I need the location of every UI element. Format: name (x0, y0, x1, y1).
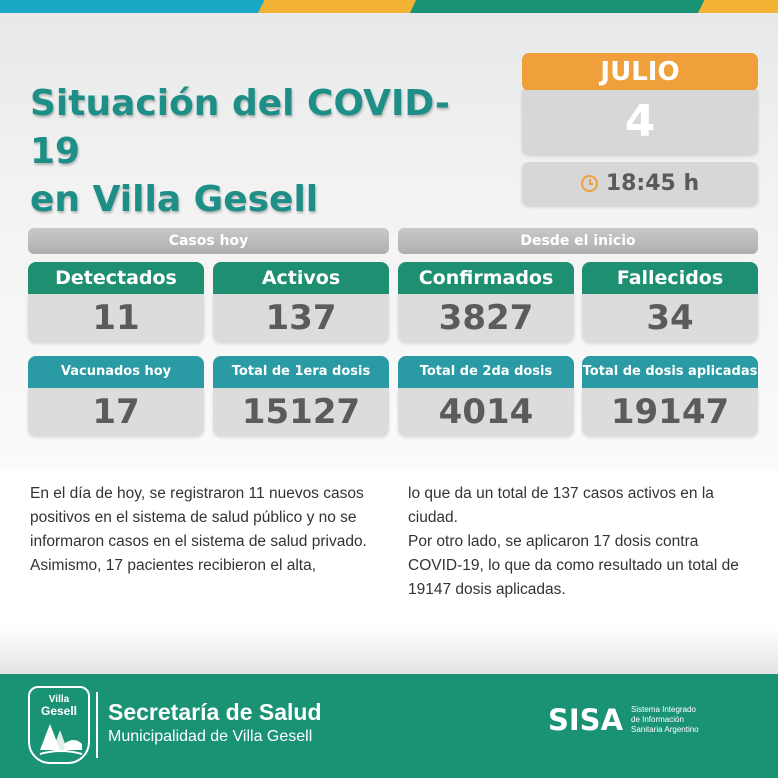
section-today: Casos hoy (28, 228, 389, 254)
department-name (108, 698, 322, 748)
department-title: Secretaría de Salud (108, 699, 322, 725)
page-title (30, 80, 490, 224)
footer-divider (96, 692, 98, 758)
stat-card-activos (213, 262, 389, 342)
department-subtitle: Municipalidad de Villa Gesell (108, 728, 313, 745)
section-since-start: Desde el inicio (398, 228, 758, 254)
villa-gesell-logo (28, 686, 90, 764)
title-line-2: en Villa Gesell (30, 179, 319, 220)
top-color-stripes (0, 0, 778, 13)
stat-card-vacunados-hoy (28, 356, 204, 436)
stat-value: 4014 (398, 388, 574, 436)
logo-text-1: Villa (48, 694, 70, 705)
stat-card-dosis-aplicadas (582, 356, 758, 436)
time-text: 18:45 h (605, 171, 700, 196)
stat-value: 17 (28, 388, 204, 436)
stat-card-primera-dosis (213, 356, 389, 436)
stat-value: 11 (28, 294, 204, 342)
stat-label: Activos (213, 262, 389, 294)
sisa-subtitle-1: Sistema Integrado (631, 705, 696, 714)
stat-card-segunda-dosis (398, 356, 574, 436)
stat-value: 15127 (213, 388, 389, 436)
body-paragraph-right-2: Por otro lado, se aplicaron 17 dosis contra COVID-19, lo que da como resultado un total de 19147 dosis aplicadas. (408, 533, 739, 598)
body-paragraph-left: En el día de hoy, se registraron 11 nuevos casos positivos en el sistema de salud público y no se informaron casos en el sistema de salud privado. Asimismo, 17 pacientes recibieron el alta, (30, 485, 367, 574)
stat-value: 34 (582, 294, 758, 342)
stat-label: Total de 2da dosis (398, 356, 574, 388)
stat-label: Fallecidos (582, 262, 758, 294)
sisa-logo (548, 703, 699, 737)
stat-card-detectados (28, 262, 204, 342)
date-month: JULIO (522, 53, 758, 91)
sisa-subtitle-3: Sanitaria Argentino (631, 725, 699, 734)
footer-fade (0, 628, 778, 674)
stat-label: Confirmados (398, 262, 574, 294)
stat-value: 137 (213, 294, 389, 342)
stat-label: Vacunados hoy (28, 356, 204, 388)
stat-value: 3827 (398, 294, 574, 342)
clock-icon (581, 175, 598, 192)
sisa-subtitle-2: de Información (631, 715, 684, 724)
stat-label: Detectados (28, 262, 204, 294)
tree-icon (38, 722, 84, 758)
stat-card-fallecidos (582, 262, 758, 342)
stat-label: Total de 1era dosis (213, 356, 389, 388)
stat-card-confirmados (398, 262, 574, 342)
stat-value: 19147 (582, 388, 758, 436)
logo-text-2: Gesell (40, 704, 78, 718)
sisa-wordmark: SISA (548, 703, 624, 737)
date-time (522, 162, 758, 205)
date-day: 4 (522, 90, 758, 154)
body-paragraph-right-1: lo que da un total de 137 casos activos en la ciudad. (408, 485, 714, 526)
title-line-1: Situación del COVID-19 (30, 83, 450, 172)
sisa-subtitle (631, 705, 699, 735)
stat-label: Total de dosis aplicadas (582, 356, 758, 388)
body-paragraph-right (408, 482, 753, 602)
